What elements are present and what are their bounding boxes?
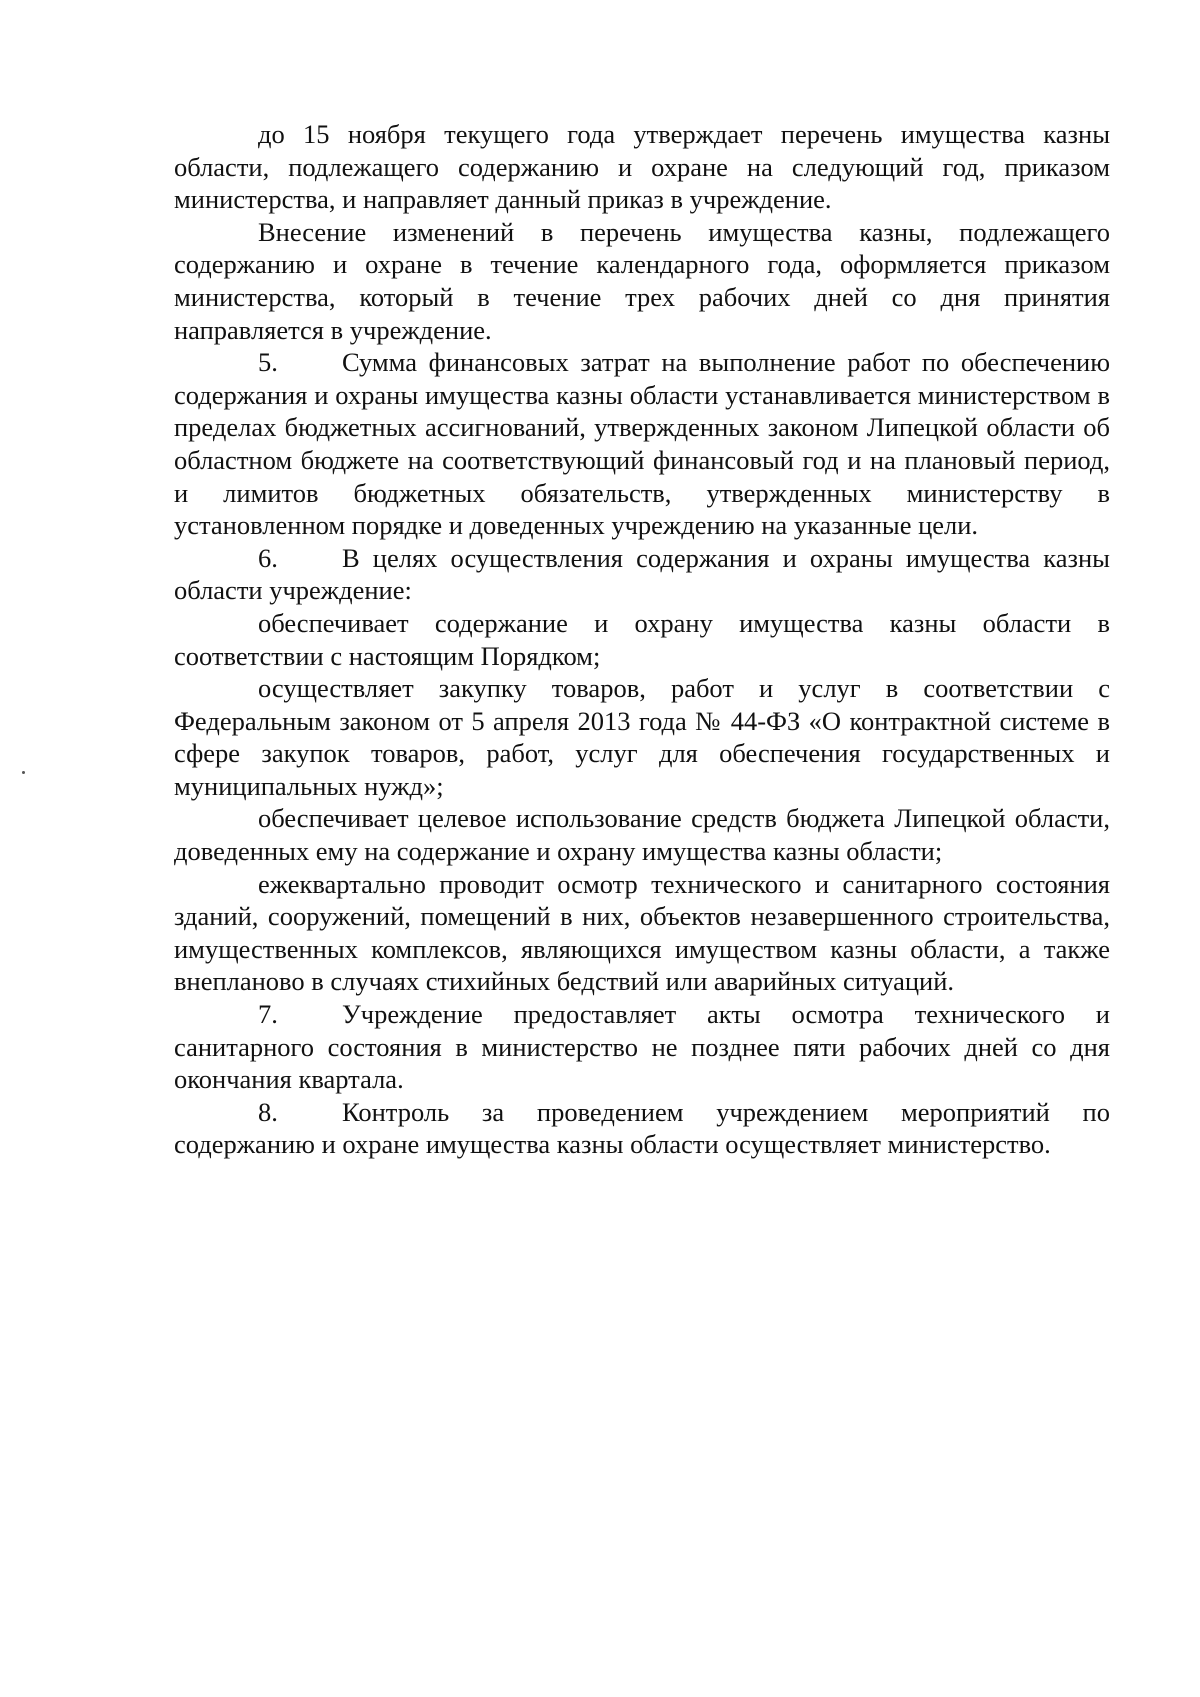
- paragraph-7-number: 7.: [258, 999, 278, 1030]
- paragraph-5-text: Сумма финансовых затрат на выполнение работ по обеспечению содержания и охраны имущества казны области устанавливается министерством в пределах бюджетных ассигнований, утвержденных законом Липецкой области об областном бюджете на соответствующий финансовый год и на плановый период, и лимитов бюджетных обязательств, утвержденных министерству в установленном порядке и доведенных учреждению на указанные цели.: [174, 347, 1110, 541]
- paragraph-6-item-3: [174, 802, 1110, 867]
- paragraph-6-item-1-text: обеспечивает содержание и охрану имущества казны области в соответствии с настоящим Порядком;: [174, 607, 1110, 671]
- paragraph-6: [174, 542, 1110, 607]
- paragraph-8-text: Контроль за проведением учреждением мероприятий по содержанию и охране имущества казны области осуществляет министерство.: [174, 1096, 1110, 1160]
- paragraph-2: [174, 216, 1110, 346]
- paragraph-6-item-1: [174, 607, 1110, 672]
- paragraph-5: [174, 346, 1110, 542]
- paragraph-8-number: 8.: [258, 1096, 278, 1127]
- document-body: [174, 118, 1110, 1161]
- paragraph-8: [174, 1096, 1110, 1161]
- scan-speck: [22, 771, 25, 774]
- paragraph-1-text: до 15 ноября текущего года утверждает перечень имущества казны области, подлежащего содержанию и охране на следующий год, приказом министерства, и направляет данный приказ в учреждение.: [174, 119, 1110, 215]
- paragraph-6-item-2-text: осуществляет закупку товаров, работ и услуг в соответствии с Федеральным законом от 5 апреля 2013 года № 44-ФЗ «О контрактной системе в сфере закупок товаров, работ, услуг для обеспечения государственных и муниципальных нужд»;: [174, 673, 1110, 801]
- paragraph-6-item-2: [174, 672, 1110, 802]
- paragraph-6-item-4: [174, 868, 1110, 998]
- paragraph-1: [174, 118, 1110, 216]
- paragraph-6-number: 6.: [258, 542, 278, 573]
- paragraph-6-text: В целях осуществления содержания и охраны имущества казны области учреждение:: [174, 542, 1110, 606]
- paragraph-6-item-3-text: обеспечивает целевое использование средств бюджета Липецкой области, доведенных ему на содержание и охрану имущества казны области;: [174, 803, 1110, 867]
- paragraph-2-text: Внесение изменений в перечень имущества казны, подлежащего содержанию и охране в течение календарного года, оформляется приказом министерства, который в течение трех рабочих дней со дня принятия направляется в учреждение.: [174, 216, 1110, 345]
- paragraph-7: [174, 998, 1110, 1096]
- paragraph-7-text: Учреждение предоставляет акты осмотра технического и санитарного состояния в министерство не позднее пяти рабочих дней со дня окончания квартала.: [174, 999, 1110, 1095]
- paragraph-6-item-4-text: ежеквартально проводит осмотр технического и санитарного состояния зданий, сооружений, помещений в них, объектов незавершенного строительства, имущественных комплексов, являющихся имуществом казны области, а также внепланово в случаях стихийных бедствий или аварийных ситуаций.: [174, 868, 1110, 997]
- paragraph-5-number: 5.: [258, 347, 278, 378]
